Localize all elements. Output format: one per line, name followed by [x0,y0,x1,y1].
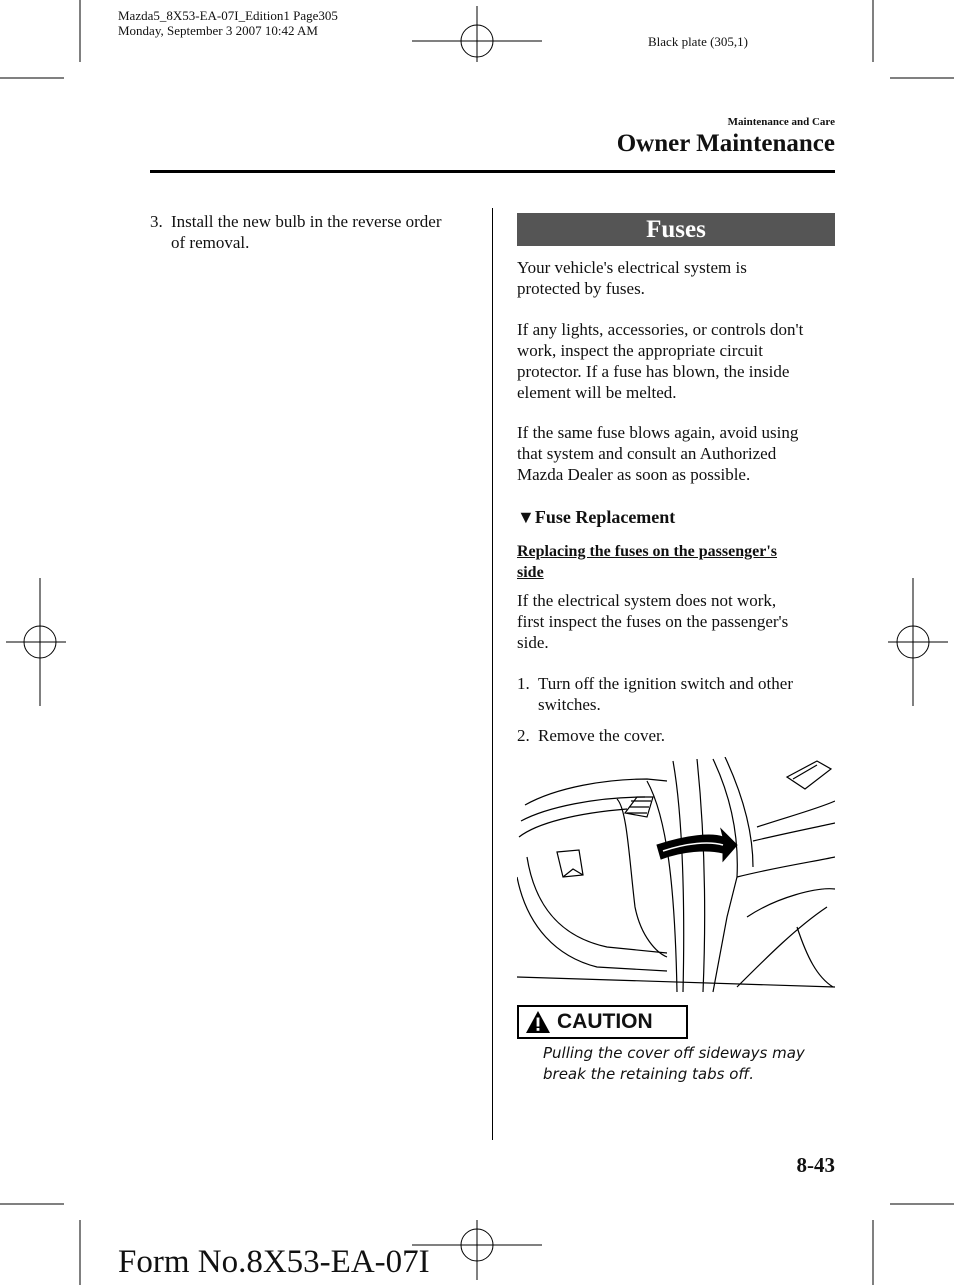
step-text [171,211,442,253]
cover-removal-illustration [517,757,835,993]
para1-line: Your vehicle's electrical system is [517,258,747,277]
underlined-line: side [517,564,544,581]
para4-line: side. [517,633,549,652]
paragraph-1 [517,257,847,299]
caution-label: CAUTION [557,1010,653,1033]
para2-line: work, inspect the appropriate circuit [517,341,763,360]
para2-line: element will be melted. [517,383,677,402]
form-number: Form No.8X53-EA-07I [118,1244,430,1280]
passenger-side-heading [517,541,847,583]
para3-line: If the same fuse blows again, avoid using [517,423,799,442]
fuses-banner: Fuses [517,213,835,246]
page-number: 8-43 [796,1153,835,1177]
underlined-line: Replacing the fuses on the passenger's [517,543,778,560]
caution-line: break the retaining tabs off. [543,1065,755,1083]
step-text-line1: Remove the cover. [538,726,665,745]
page-title: Owner Maintenance [616,130,835,157]
step-number: 2. [517,726,530,745]
step-text-line1: Install the new bulb in the reverse order [171,212,442,231]
subhead-text: Fuse Replacement [534,507,676,527]
para3-line: that system and consult an Authorized [517,444,777,463]
para3-line: Mazda Dealer as soon as possible. [517,465,751,484]
para4-line: If the electrical system does not work, [517,591,777,610]
left-step-3 [150,211,480,255]
step-text [538,673,793,715]
section-label: Maintenance and Care [727,116,835,128]
print-meta-line1: Mazda5_8X53-EA-07I_Edition1 Page305 [118,8,338,23]
step-text-line2: of removal. [171,233,250,252]
caution-line: Pulling the cover off sideways may [543,1044,805,1062]
step-2 [517,725,837,747]
para1-line: protected by fuses. [517,279,645,298]
step-number: 1. [517,674,530,693]
header-rule [150,170,835,173]
para4-line: first inspect the fuses on the passenger's [517,612,789,631]
paragraph-3 [517,422,847,485]
triangle-down-icon: ▼ [517,507,535,527]
paragraph-4 [517,590,847,653]
print-metadata [118,8,338,38]
step-text-line2: switches. [538,695,601,714]
step-1 [517,673,837,717]
warning-triangle-icon [525,1010,551,1034]
paragraph-2 [517,319,847,403]
para2-line: protector. If a fuse has blown, the inside [517,362,790,381]
step-number: 3. [150,212,163,231]
para2-line: If any lights, accessories, or controls don't [517,320,804,339]
fuse-replacement-heading [517,507,675,528]
print-meta-line2: Monday, September 3 2007 10:42 AM [118,23,318,38]
step-text-line1: Turn off the ignition switch and other [538,674,793,693]
caution-text [543,1043,843,1085]
column-divider [492,208,493,1140]
plate-label: Black plate (305,1) [648,34,748,49]
caution-box [517,1005,688,1039]
